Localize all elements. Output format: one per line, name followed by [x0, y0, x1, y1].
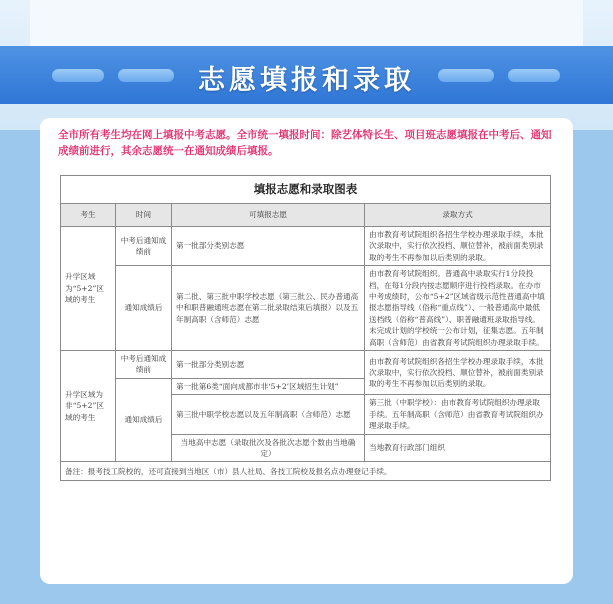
volunteer-cell: 当地高中志愿（录取批次及各批次志愿个数由当地确定）: [172, 434, 365, 462]
top-card-edge: [30, 0, 583, 50]
student-group-cell: 升学区域为非“5+2”区域的考生: [61, 351, 116, 462]
admission-cell: 由市教育考试院组织各招生学校办理录取手续，本批次录取中，实行依次投档、顺位替补，被前面类别录取的考生不再参加以后类别的录取。: [365, 227, 551, 266]
time-cell: 通知成绩后: [116, 378, 172, 461]
column-header: 时间: [116, 204, 172, 227]
admission-cell: 由市教育考试院组织各招生学校办理录取手续，本批次录取中，实行依次投档、顺位替补，被前面类别录取的考生不再参加以后类别的录取。: [365, 351, 551, 395]
volunteer-cell: 第一批部分类别志愿: [172, 351, 365, 379]
table-note: 备注：报考技工院校的，还可直接到当地区（市）县人社局、各技工院校及报名点办理登记手续。: [61, 462, 551, 481]
time-cell: 通知成绩后: [116, 266, 172, 351]
table-row: [61, 227, 551, 266]
admission-cell: 当地教育行政部门组织: [365, 434, 551, 462]
column-header: 考生: [61, 204, 116, 227]
volunteer-cell: 第一批第6类“面向成都市非‘5+2’区域招生计划”: [172, 378, 365, 394]
student-group-cell: 升学区域为“5+2”区域的考生: [61, 227, 116, 351]
time-cell: 中考后通知成绩前: [116, 351, 172, 379]
volunteer-cell: 第三批中职学校志愿以及五年制高职（含师范）志愿: [172, 395, 365, 434]
volunteer-admission-table: [60, 175, 551, 481]
volunteer-cell: 第二批、第三批中职学校志愿（第三批公、民办普通高中和职普融通班志愿在第二批录取结束后填报）以及五年制高职（含师范）志愿: [172, 266, 365, 351]
volunteer-admission-table-wrap: [60, 175, 550, 481]
time-cell: 中考后通知成绩前: [116, 227, 172, 266]
admission-cell: 第三批（中职学校）：由市教育考试院组织办理录取手续。五年制高职（含师范）由省教育考试院组织办理录取手续。: [365, 395, 551, 434]
section-header-band: [0, 46, 613, 104]
table-row: [61, 266, 551, 351]
volunteer-cell: 第一批部分类别志愿: [172, 227, 365, 266]
column-header: 可填报志愿: [172, 204, 365, 227]
intro-paragraph: 全市所有考生均在网上填报中考志愿。全市统一填报时间：除艺体特长生、项目班志愿填报在中考后、通知成绩前进行，其余志愿统一在通知成绩后填报。: [58, 129, 552, 157]
section-title: 志愿填报和录取: [198, 65, 415, 96]
admission-cell: 由市教育考试院组织。普通高中录取实行1分段投档，在每1分段内按志愿顺序进行投档录取。在办市中考成绩时，公布“5+2”区域省级示范性普通高中填报志愿指导线（俗称“重点线”）、一般普通高中最低送档线（俗称“普高线”）、职普融通班录取指导线。未完成计划的学校统一公布计划，征集志愿。五年制高职（含师范）由省教育考试院组织办理录取手续。: [365, 266, 551, 351]
table-title: 填报志愿和录取图表: [61, 176, 551, 204]
column-header: 录取方式: [365, 204, 551, 227]
table-row: [61, 351, 551, 379]
